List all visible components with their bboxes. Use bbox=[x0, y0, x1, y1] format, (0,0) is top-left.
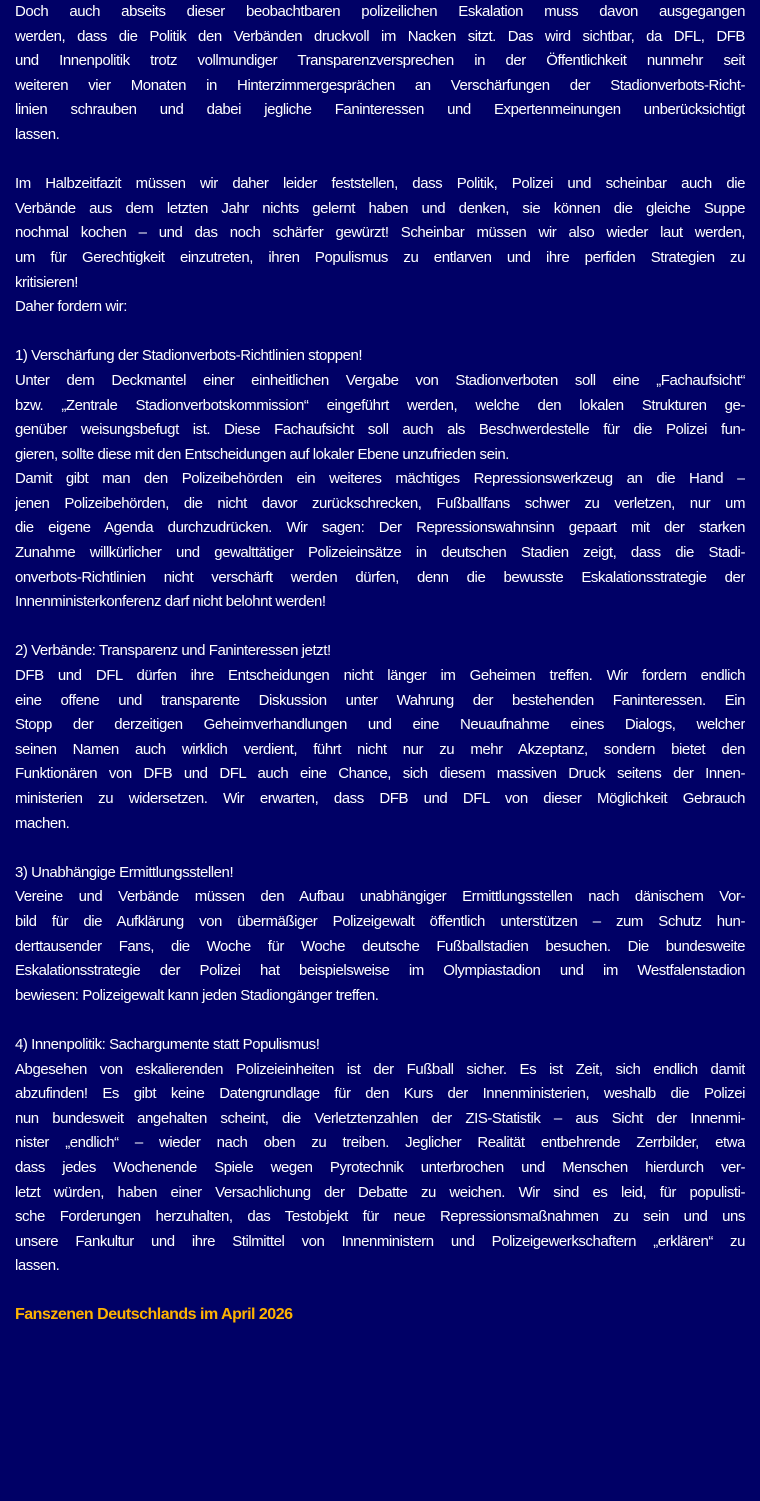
text-line: nochmal kochen – und das noch schärfer gewürzt! Scheinbar müssen wir also wieder laut werden, bbox=[15, 224, 745, 242]
spacer bbox=[15, 1279, 745, 1304]
text-line: 1) Verschärfung der Stadionverbots-Richtlinien stoppen! bbox=[15, 347, 363, 365]
text-line: eine offene und transparente Diskussion unter Wahrung der bestehenden Faninteressen. Ein bbox=[15, 691, 745, 709]
text-line: DFB und DFL dürfen ihre Entscheidungen nicht länger im Geheimen treffen. Wir fordern endlich bbox=[15, 667, 745, 685]
text-line: dass jedes Wochenende Spiele wegen Pyrotechnik unterbrochen und Menschen hierdurch ver- bbox=[15, 1158, 745, 1176]
text-line: nun bundesweit angehalten scheint, die Verletztenzahlen der ZIS-Statistik – aus Sicht der Innenmi- bbox=[15, 1109, 745, 1127]
text-line: um für Gerechtigkeit einzutreten, ihren Populismus zu entlarven und ihre perfiden Strategien zu bbox=[15, 248, 745, 266]
text-line: Eskalationsstrategie der Polizei hat beispielsweise im Olympiastadion und im Westfalenstadion bbox=[15, 962, 745, 980]
paragraph bbox=[15, 639, 745, 836]
text-line: sche Forderungen herzuhalten, das Testobjekt für neue Repressionsmaßnahmen zu sein und uns bbox=[15, 1208, 745, 1226]
text-line: nister „endlich“ – wieder nach oben zu treiben. Jeglicher Realität entbehrende Zerrbilder, etwa bbox=[15, 1134, 745, 1152]
text-line: unsere Fankultur und ihre Stilmittel von Innenministern und Polizeigewerkschaftern „erklären“ zu bbox=[15, 1232, 745, 1250]
text-line: Zunahme willkürlicher und gewalttätiger Polizeieinsätze in deutschen Stadien zeigt, dass die Stadi- bbox=[15, 544, 745, 562]
text-line: bzw. „Zentrale Stadionverbotskommission“ eingeführt werden, welche den lokalen Strukturen ge- bbox=[15, 396, 745, 414]
text-line: gieren, sollte diese mit den Entscheidungen auf lokaler Ebene unzufrieden sein. bbox=[15, 445, 509, 463]
text-line: Abgesehen von eskalierenden Polizeieinheiten ist der Fußball sicher. Es ist Zeit, sich endlich damit bbox=[15, 1060, 745, 1078]
text-line: Innenministerkonferenz darf nicht belohnt werden! bbox=[15, 593, 326, 611]
text-line: kritisieren! bbox=[15, 273, 78, 291]
paragraph-gap bbox=[15, 836, 745, 861]
text-line: onverbots-Richtlinien nicht verschärft werden dürfen, denn die bewusste Eskalationsstrategie der bbox=[15, 568, 745, 586]
text-line: letzt würden, haben einer Versachlichung der Debatte zu weichen. Wir sind es leid, für populisti- bbox=[15, 1183, 745, 1201]
paragraph-gap bbox=[15, 148, 745, 173]
text-line: bewiesen: Polizeigewalt kann jeden Stadiongänger treffen. bbox=[15, 986, 379, 1004]
paragraph bbox=[15, 344, 745, 615]
signature: Fanszenen Deutschlands im April 2026 bbox=[15, 1306, 293, 1324]
paragraph bbox=[15, 861, 745, 1009]
text-line: Unter dem Deckmantel einer einheitlichen Vergabe von Stadionverboten soll eine „Fachaufsicht“ bbox=[15, 371, 745, 389]
text-line: 3) Unabhängige Ermittlungsstellen! bbox=[15, 863, 234, 881]
text-line: 4) Innenpolitik: Sachargumente statt Populismus! bbox=[15, 1035, 320, 1053]
paragraph-gap bbox=[15, 1008, 745, 1033]
text-line: weiteren vier Monaten in Hinterzimmergesprächen an Verschärfungen der Stadionverbots-Richt- bbox=[15, 76, 745, 94]
text-line: seinen Namen auch wirklich verdient, führt nicht nur zu mehr Akzeptanz, sondern bietet den bbox=[15, 740, 745, 758]
paragraph-gap bbox=[15, 320, 745, 345]
text-line: werden, dass die Politik den Verbänden druckvoll im Nacken sitzt. Das wird sichtbar, da DFL, DFB bbox=[15, 27, 745, 45]
text-line: und Innenpolitik trotz vollmundiger Transparenzversprechen in der Öffentlichkeit nunmehr seit bbox=[15, 52, 745, 70]
text-line: bild für die Aufklärung von übermäßiger Polizeigewalt öffentlich unterstützen – zum Schutz hun- bbox=[15, 912, 745, 930]
text-line: machen. bbox=[15, 814, 70, 832]
text-line: genüber weisungsbefugt ist. Diese Fachaufsicht soll auch als Beschwerdestelle für die Polizei fun- bbox=[15, 421, 745, 439]
text-line: jenen Polizeibehörden, die nicht davor zurückschrecken, Fußballfans schwer zu verletzen, nur um bbox=[15, 494, 745, 512]
paragraph bbox=[15, 172, 745, 320]
text-line: Daher fordern wir: bbox=[15, 298, 127, 316]
text-line: derttausender Fans, die Woche für Woche deutsche Fußballstadien besuchen. Die bundesweite bbox=[15, 937, 745, 955]
text-line: Funktionären von DFB und DFL auch eine Chance, sich diesem massiven Druck seitens der Innen- bbox=[15, 765, 745, 783]
text-line: ministerien zu widersetzen. Wir erwarten, dass DFB und DFL von dieser Möglichkeit Gebrauch bbox=[15, 790, 745, 807]
text-line: lassen. bbox=[15, 125, 60, 143]
text-line: abzufinden! Es gibt keine Datengrundlage für den Kurs der Innenministerien, weshalb die Polizei bbox=[15, 1085, 745, 1103]
text-line: Stopp der derzeitigen Geheimverhandlungen und eine Neuaufnahme eines Dialogs, welcher bbox=[15, 716, 745, 734]
text-line: die eigene Agenda durchzudrücken. Wir sagen: Der Repressionswahnsinn gepaart mit der starken bbox=[15, 519, 745, 537]
paragraph bbox=[15, 1033, 745, 1279]
text-line: Vereine und Verbände müssen den Aufbau unabhängiger Ermittlungsstellen nach dänischem Vor- bbox=[15, 888, 745, 906]
text-line: Im Halbzeitfazit müssen wir daher leider feststellen, dass Politik, Polizei und scheinbar auch die bbox=[15, 175, 745, 193]
text-line: Damit gibt man den Polizeibehörden ein weiteres mächtiges Repressionswerkzeug an die Hand – bbox=[15, 470, 745, 488]
text-line: linien schrauben und dabei jegliche Faninteressen und Expertenmeinungen unberücksichtigt bbox=[15, 101, 745, 119]
paragraph-gap bbox=[15, 615, 745, 640]
text-line: lassen. bbox=[15, 1257, 60, 1275]
paragraph bbox=[15, 0, 745, 148]
text-line: Verbände aus dem letzten Jahr nichts gelernt haben und denken, sie können die gleiche Suppe bbox=[15, 199, 745, 217]
text-line: Doch auch abseits dieser beobachtbaren polizeilichen Eskalation muss davon ausgegangen bbox=[15, 3, 745, 20]
text-line: 2) Verbände: Transparenz und Faninteressen jetzt! bbox=[15, 642, 331, 660]
statement-body bbox=[15, 0, 745, 1279]
